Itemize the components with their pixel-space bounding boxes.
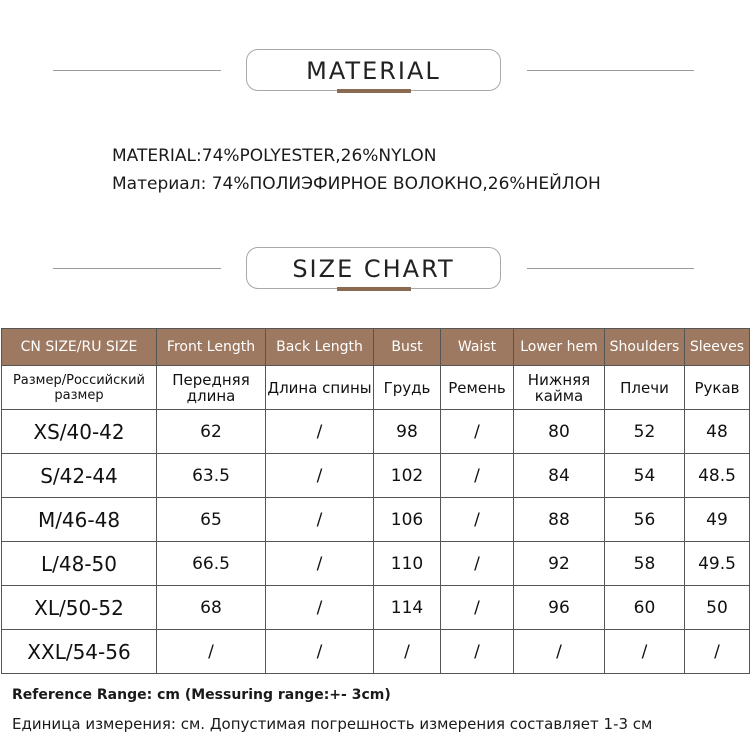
size-cell: XS/40-42 xyxy=(2,410,157,454)
size-cell: XXL/54-56 xyxy=(2,630,157,674)
table-cell: / xyxy=(157,630,266,674)
table-row xyxy=(2,410,750,454)
divider-line xyxy=(53,70,221,71)
header-cell: Lower hem xyxy=(514,329,605,366)
table-cell: 54 xyxy=(605,454,685,498)
table-cell: 63.5 xyxy=(157,454,266,498)
table-cell: 49.5 xyxy=(685,542,750,586)
table-cell: / xyxy=(441,498,514,542)
table-cell: / xyxy=(605,630,685,674)
header-cell: Waist xyxy=(441,329,514,366)
table-cell: / xyxy=(266,586,374,630)
table-cell: 110 xyxy=(374,542,441,586)
table-cell: 68 xyxy=(157,586,266,630)
header-cell: Sleeves xyxy=(685,329,750,366)
table-cell: / xyxy=(266,630,374,674)
table-cell: 52 xyxy=(605,410,685,454)
material-heading-block xyxy=(0,49,750,99)
table-cell: / xyxy=(266,498,374,542)
table-cell: / xyxy=(441,454,514,498)
table-cell: 98 xyxy=(374,410,441,454)
table-cell: / xyxy=(441,410,514,454)
material-composition xyxy=(112,142,601,198)
material-line-en: MATERIAL:74%POLYESTER,26%NYLON xyxy=(112,146,437,166)
reference-range-note-ru: Единица измерения: см. Допустимая погрешность измерения составляет 1-3 см xyxy=(12,715,653,733)
size-cell: XL/50-52 xyxy=(2,586,157,630)
table-cell: / xyxy=(514,630,605,674)
table-cell: 62 xyxy=(157,410,266,454)
table-cell: / xyxy=(374,630,441,674)
table-cell: 50 xyxy=(685,586,750,630)
header-ru-cell: Длина спины xyxy=(266,366,374,410)
header-cell: Shoulders xyxy=(605,329,685,366)
table-cell: 106 xyxy=(374,498,441,542)
table-cell: / xyxy=(441,586,514,630)
table-cell: / xyxy=(685,630,750,674)
header-ru-cell: Рукав xyxy=(685,366,750,410)
table-cell: / xyxy=(441,542,514,586)
table-cell: / xyxy=(441,630,514,674)
table-cell: 65 xyxy=(157,498,266,542)
header-ru-cell: Размер/Российский размер xyxy=(2,366,157,410)
table-cell: 88 xyxy=(514,498,605,542)
divider-line xyxy=(527,268,694,269)
heading-pill xyxy=(246,247,501,289)
table-cell: 56 xyxy=(605,498,685,542)
header-cell: Bust xyxy=(374,329,441,366)
table-row xyxy=(2,542,750,586)
table-cell: / xyxy=(266,542,374,586)
heading-accent-bar xyxy=(337,287,411,291)
table-row xyxy=(2,630,750,674)
header-cell: CN SIZE/RU SIZE xyxy=(2,329,157,366)
table-cell: 66.5 xyxy=(157,542,266,586)
heading-accent-bar xyxy=(337,89,411,93)
measurement-notes xyxy=(12,684,652,738)
header-ru-cell: Грудь xyxy=(374,366,441,410)
material-heading: MATERIAL xyxy=(306,57,441,85)
divider-line xyxy=(53,268,221,269)
header-cell: Back Length xyxy=(266,329,374,366)
table-cell: 102 xyxy=(374,454,441,498)
table-cell: 92 xyxy=(514,542,605,586)
table-cell: 58 xyxy=(605,542,685,586)
table-header-ru-row xyxy=(2,366,750,410)
table-cell: 48 xyxy=(685,410,750,454)
size-cell: L/48-50 xyxy=(2,542,157,586)
table-row xyxy=(2,498,750,542)
size-chart-table xyxy=(1,328,750,674)
table-row xyxy=(2,586,750,630)
table-cell: 114 xyxy=(374,586,441,630)
table-cell: 80 xyxy=(514,410,605,454)
size-chart-heading: SIZE CHART xyxy=(292,255,455,283)
heading-pill xyxy=(246,49,501,91)
header-ru-cell: Нижняя кайма xyxy=(514,366,605,410)
table-header-row xyxy=(2,329,750,366)
table-row xyxy=(2,454,750,498)
size-cell: M/46-48 xyxy=(2,498,157,542)
table-cell: / xyxy=(266,454,374,498)
header-ru-cell: Ремень xyxy=(441,366,514,410)
reference-range-note: Reference Range: cm (Messuring range:+- 3cm) xyxy=(12,687,391,703)
divider-line xyxy=(527,70,694,71)
table-cell: 96 xyxy=(514,586,605,630)
header-cell: Front Length xyxy=(157,329,266,366)
table-cell: 84 xyxy=(514,454,605,498)
header-ru-cell: Передняя длина xyxy=(157,366,266,410)
table-cell: / xyxy=(266,410,374,454)
table-cell: 49 xyxy=(685,498,750,542)
table-cell: 48.5 xyxy=(685,454,750,498)
table-cell: 60 xyxy=(605,586,685,630)
header-ru-cell: Плечи xyxy=(605,366,685,410)
size-cell: S/42-44 xyxy=(2,454,157,498)
size-chart-heading-block xyxy=(0,247,750,297)
material-line-ru: Материал: 74%ПОЛИЭФИРНОЕ ВОЛОКНО,26%НЕЙЛОН xyxy=(112,174,601,194)
